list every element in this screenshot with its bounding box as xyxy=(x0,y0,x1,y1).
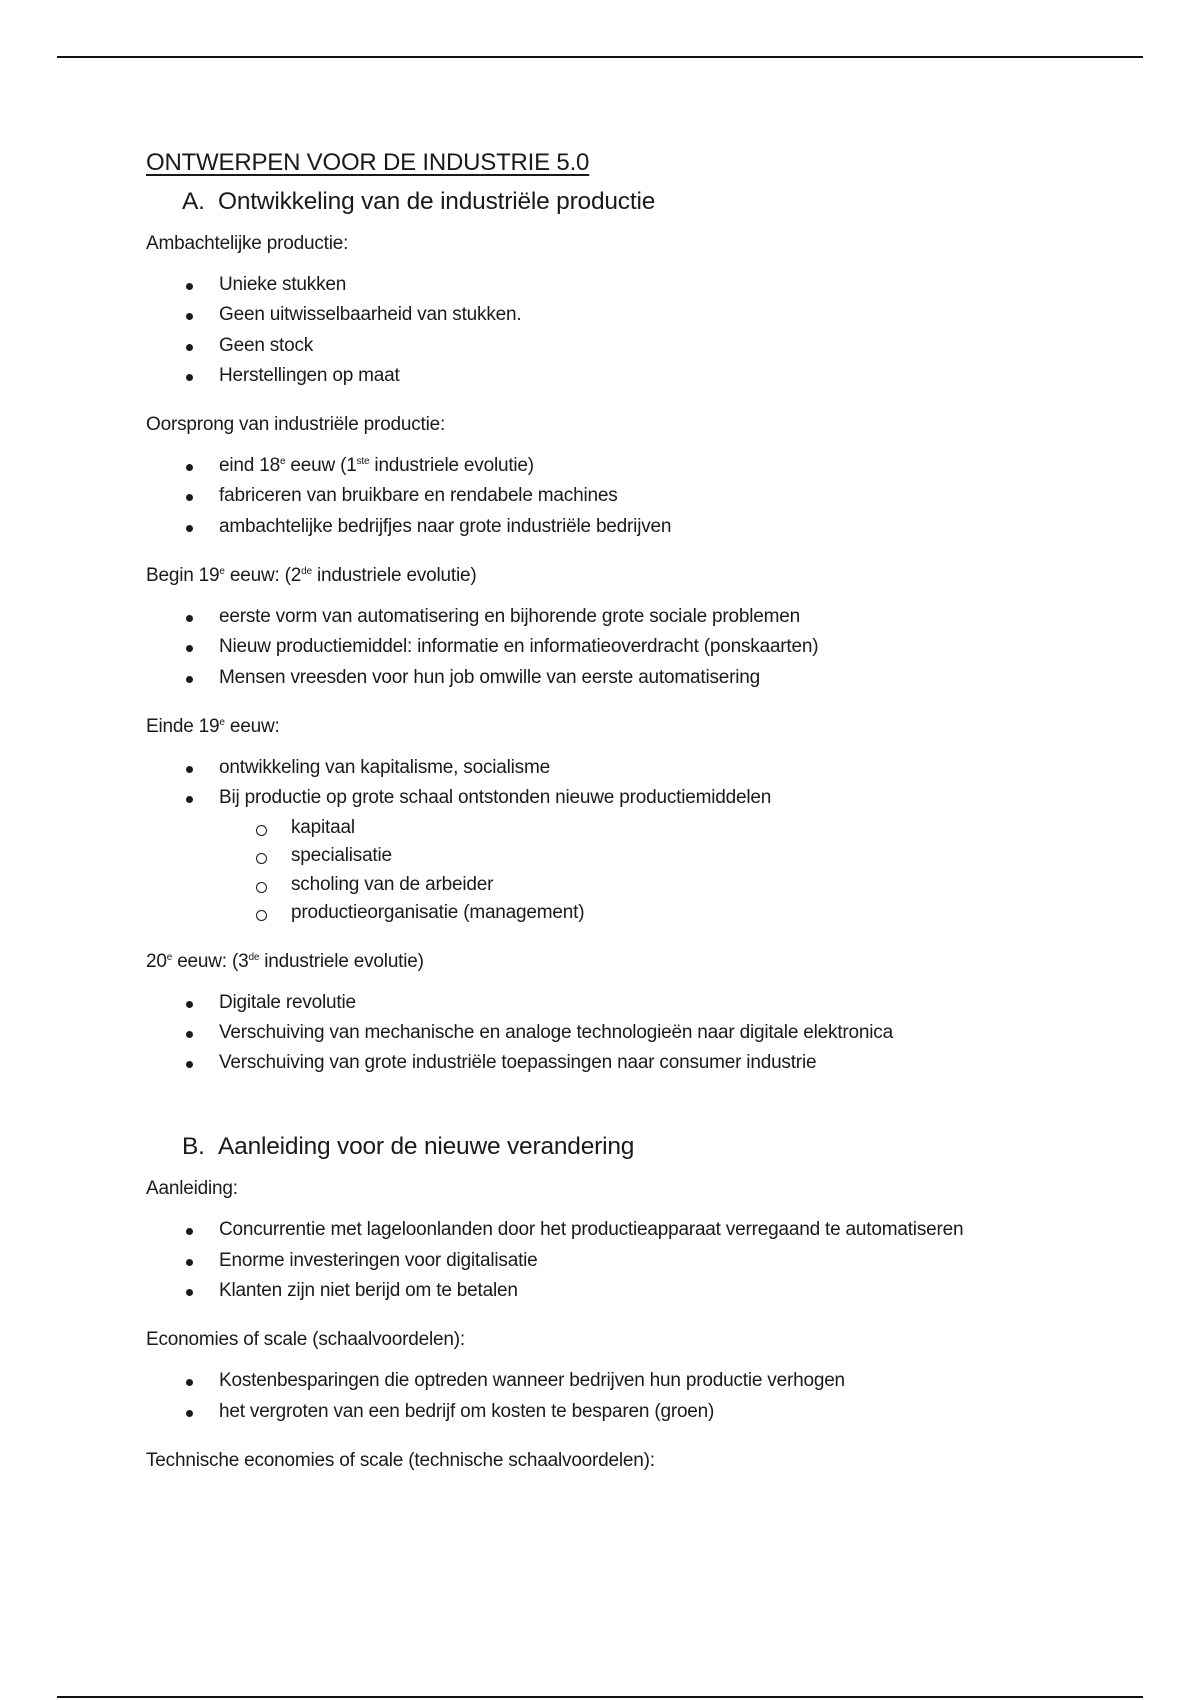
superscript: de xyxy=(301,566,312,578)
list-item: Geen uitwisselbaarheid van stukken. xyxy=(146,300,1106,330)
footer-rule xyxy=(57,1696,1143,1698)
section-a-title: Ontwikkeling van de industriële productie xyxy=(218,188,656,215)
header-rule xyxy=(57,56,1143,58)
group-label: Technische economies of scale (technische schaalvoordelen): xyxy=(146,1449,655,1471)
text-run: industriele evolutie) xyxy=(259,950,424,972)
list-item: het vergroten van een bedrijf om kosten te besparen (groen) xyxy=(146,1397,1106,1427)
list-item: eerste vorm van automatisering en bijhorende grote sociale problemen xyxy=(146,602,1106,632)
text-run: eeuw (1 xyxy=(285,455,357,477)
sub-list-item: scholing van de arbeider xyxy=(146,871,1106,900)
sub-list-item: kapitaal xyxy=(146,814,1106,843)
text-run: 20 xyxy=(146,950,167,972)
section-spacer xyxy=(146,1078,1106,1132)
list-item: Unieke stukken xyxy=(146,270,1106,300)
bullet-list xyxy=(146,988,1106,1079)
list-item: Herstellingen op maat xyxy=(146,361,1106,391)
text-run: Einde 19 xyxy=(146,715,220,737)
superscript: ste xyxy=(356,456,370,468)
superscript: de xyxy=(248,951,260,963)
group-label: Economies of scale (schaalvoordelen): xyxy=(146,1329,465,1351)
list-item: Kostenbesparingen die optreden wanneer bedrijven hun productie verhogen xyxy=(146,1366,1106,1396)
section-a-heading xyxy=(182,187,1106,217)
text-run: eeuw: xyxy=(224,715,280,737)
superscript: e xyxy=(219,716,225,728)
text-run: industriele evolutie) xyxy=(369,455,534,477)
group-label: Oorsprong van industriële productie: xyxy=(146,414,446,436)
text-run: eeuw: (2 xyxy=(224,565,302,587)
document-body xyxy=(146,148,1106,1473)
sub-list-item: specialisatie xyxy=(146,842,1106,871)
bullet-list xyxy=(146,753,1106,928)
group-label: Ambachtelijke productie: xyxy=(146,233,349,254)
list-item: ontwikkeling van kapitalisme, socialisme xyxy=(146,753,1106,783)
list-item: fabriceren van bruikbare en rendabele machines xyxy=(146,481,1106,511)
bullet-list xyxy=(146,451,1106,542)
list-item-text: Bij productie op grote schaal ontstonden nieuwe productiemiddelen xyxy=(219,787,772,809)
group-label xyxy=(146,715,1106,739)
list-item: Klanten zijn niet berijd om te betalen xyxy=(146,1276,1106,1306)
list-item xyxy=(146,783,1106,927)
section-b-title: Aanleiding voor de nieuwe verandering xyxy=(218,1133,635,1161)
list-item: ambachtelijke bedrijfjes naar grote industriële bedrijven xyxy=(146,512,1106,542)
sub-list xyxy=(219,814,1106,928)
list-item xyxy=(146,451,1106,481)
text-run: eind 18 xyxy=(219,455,280,477)
list-item: Concurrentie met lageloonlanden door het productieapparaat verregaand te automatiseren xyxy=(146,1215,1106,1245)
document-title: ONTWERPEN VOOR DE INDUSTRIE 5.0 xyxy=(146,149,590,176)
section-a-letter: A. xyxy=(182,188,205,215)
group-label: Aanleiding: xyxy=(146,1178,238,1200)
group-label xyxy=(146,950,1106,974)
group-label xyxy=(146,564,1106,588)
bullet-list xyxy=(146,602,1106,693)
bullet-list xyxy=(146,1215,1106,1306)
list-item: Enorme investeringen voor digitalisatie xyxy=(146,1246,1106,1276)
list-item: Geen stock xyxy=(146,331,1106,361)
text-run: Begin 19 xyxy=(146,565,220,587)
list-item: Nieuw productiemiddel: informatie en informatieoverdracht (ponskaarten) xyxy=(146,632,1106,662)
bullet-list xyxy=(146,1366,1106,1427)
superscript: e xyxy=(166,951,173,963)
superscript: e xyxy=(279,456,286,468)
text-run: industriele evolutie) xyxy=(311,565,477,587)
list-item: Verschuiving van mechanische en analoge technologieën naar digitale elektronica xyxy=(146,1018,1106,1048)
section-b-letter: B. xyxy=(182,1133,205,1161)
list-item: Mensen vreesden voor hun job omwille van eerste automatisering xyxy=(146,663,1106,693)
sub-list-item: productieorganisatie (management) xyxy=(146,899,1106,928)
text-run: eeuw: (3 xyxy=(172,950,249,972)
bullet-list xyxy=(146,270,1106,391)
section-b-heading xyxy=(182,1132,1106,1162)
list-item: Digitale revolutie xyxy=(146,988,1106,1018)
superscript: e xyxy=(219,566,225,578)
list-item: Verschuiving van grote industriële toepassingen naar consumer industrie xyxy=(146,1048,1106,1078)
